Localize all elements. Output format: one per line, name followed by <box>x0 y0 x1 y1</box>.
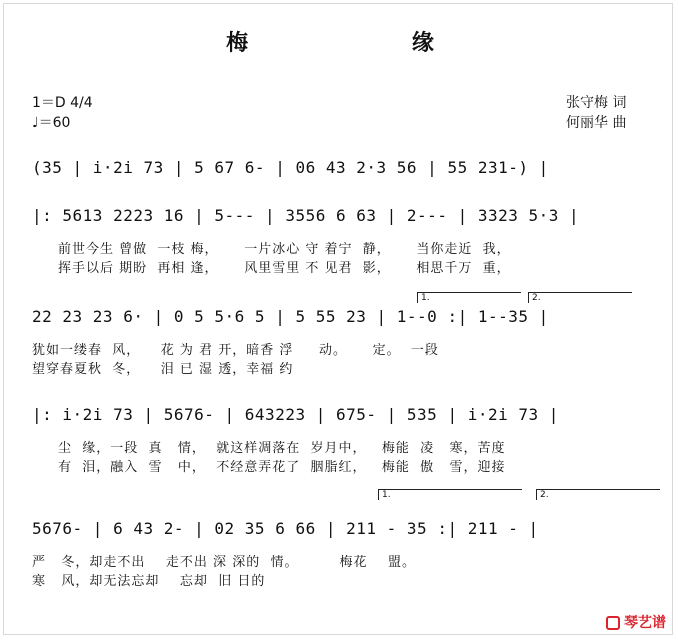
lyric-line: 尘 缘，一段 真 情， 就这样凋落在 岁月中， 梅能 凌 寒，苦度 <box>58 441 506 456</box>
lyric-line: 望穿春夏秋 冬， 泪 已 湿 透，幸福 约 <box>32 362 294 377</box>
song-title: 梅 缘 <box>226 30 512 56</box>
notation-row: 22 23 23 6· | 0 5 5·6 5 | 5 55 23 | 1--0 :| 1--35 | <box>32 307 549 326</box>
notation-row: |: i·2i 73 | 5676- | 643223 | 675- | 535 | i·2i 73 | <box>32 405 559 424</box>
lyric-line: 有 泪，融入 雪 中， 不经意弄花了 胭脂红， 梅能 傲 雪，迎接 <box>58 460 506 475</box>
lyric-line: 前世今生 曾做 一枝 梅， 一片冰心 守 着宁 静， 当你走近 我， <box>58 242 511 257</box>
second-ending-bracket: 2. <box>536 489 660 500</box>
first-ending-bracket: 1. <box>417 292 521 303</box>
notation-row: |: 5613 2223 16 | 5--- | 3556 6 63 | 2--- | 3323 5·3 | <box>32 206 580 225</box>
notation-row: 5676- | 6 43 2- | 02 35 6 66 | 211 - 35 :| 211 - | <box>32 519 539 538</box>
logo-icon <box>606 616 620 630</box>
tempo-marking: ♩＝60 <box>32 115 71 131</box>
key-signature: 1＝D 4/4 <box>32 95 93 111</box>
first-ending-bracket: 1. <box>378 489 522 500</box>
notation-row: (35 | i·2i 73 | 5 67 6- | 06 43 2·3 56 | 55 231-) | <box>32 158 549 177</box>
lyric-line: 犹如一缕春 风， 花 为 君 开，暗香 浮 动。 定。 一段 <box>32 343 439 358</box>
watermark-text: 琴艺谱 <box>624 615 666 631</box>
site-watermark <box>606 612 666 632</box>
composer-credit: 何丽华 曲 <box>566 115 627 131</box>
second-ending-bracket: 2. <box>528 292 632 303</box>
lyric-line: 寒 风，却无法忘却 忘却 旧 日的 <box>32 574 266 589</box>
lyric-line: 挥手以后 期盼 再相 逢， 风里雪里 不 见君 影， 相思千万 重， <box>58 261 511 276</box>
lyricist-credit: 张守梅 词 <box>566 95 627 111</box>
lyric-line: 严 冬，却走不出 走不出 深 深的 情。 梅花 盟。 <box>32 555 417 570</box>
